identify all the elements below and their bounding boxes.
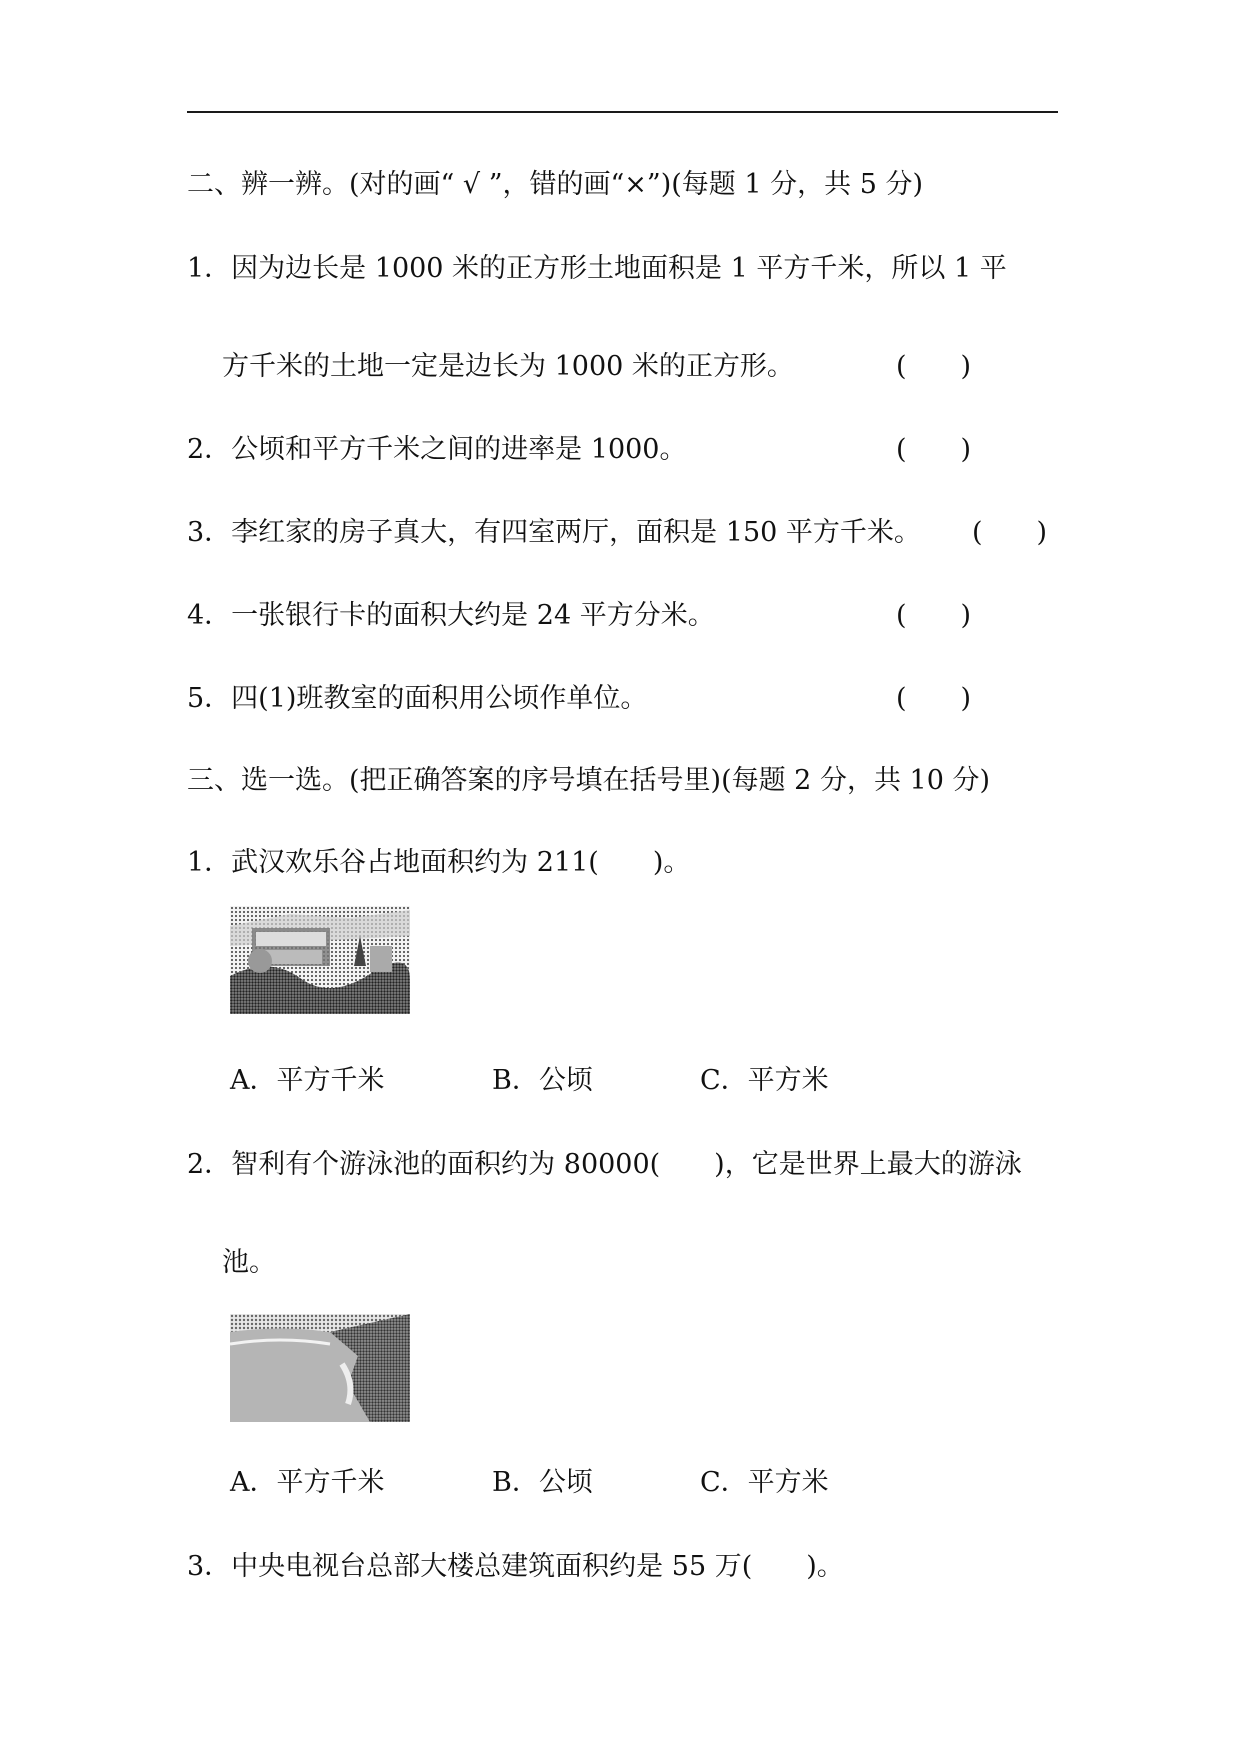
s2-item4-answer-blank[interactable]: ( ) — [896, 600, 972, 631]
section2-heading: 二、辨一辨。(对的画“ √ ”，错的画“×”)(每题 1 分，共 5 分) — [187, 169, 924, 200]
s2-item2-text: 2．公顷和平方千米之间的进率是 1000。 — [187, 434, 687, 465]
s3-q2-option-a[interactable]: A．平方千米 — [230, 1467, 385, 1498]
s2-item3-text: 3．李红家的房子真大，有四室两厅，面积是 150 平方千米。 — [187, 517, 921, 548]
header-rule — [187, 111, 1058, 113]
s3-q1-text: 1．武汉欢乐谷占地面积约为 211( )。 — [187, 847, 691, 878]
section3-heading: 三、选一选。(把正确答案的序号填在括号里)(每题 2 分，共 10 分) — [187, 765, 990, 796]
s2-item4-text: 4．一张银行卡的面积大约是 24 平方分米。 — [187, 600, 715, 631]
s2-item1-answer-blank[interactable]: ( ) — [896, 351, 972, 382]
s3-q1-option-b[interactable]: B．公顷 — [492, 1065, 593, 1096]
s2-item5-answer-blank[interactable]: ( ) — [896, 683, 972, 714]
s2-item3-answer-blank[interactable]: ( ) — [972, 517, 1048, 548]
s2-item1-line1: 1．因为边长是 1000 米的正方形土地面积是 1 平方千米，所以 1 平 — [187, 253, 1007, 284]
s3-q1-option-c[interactable]: C．平方米 — [700, 1065, 829, 1096]
s2-item2-answer-blank[interactable]: ( ) — [896, 434, 972, 465]
s3-q2-line1: 2．智利有个游泳池的面积约为 80000( )，它是世界上最大的游泳 — [187, 1149, 1022, 1180]
s3-q2-line2: 池。 — [222, 1247, 276, 1278]
s2-item1-line2: 方千米的土地一定是边长为 1000 米的正方形。 — [222, 351, 794, 382]
s3-q2-option-c[interactable]: C．平方米 — [700, 1467, 829, 1498]
amusement-park-photo — [230, 906, 410, 1014]
s3-q1-option-a[interactable]: A．平方千米 — [230, 1065, 385, 1096]
s3-q3-text: 3．中央电视台总部大楼总建筑面积约是 55 万( )。 — [187, 1551, 844, 1582]
s2-item5-text: 5．四(1)班教室的面积用公顷作单位。 — [187, 683, 648, 714]
swimming-pool-photo — [230, 1314, 410, 1422]
s3-q2-option-b[interactable]: B．公顷 — [492, 1467, 593, 1498]
